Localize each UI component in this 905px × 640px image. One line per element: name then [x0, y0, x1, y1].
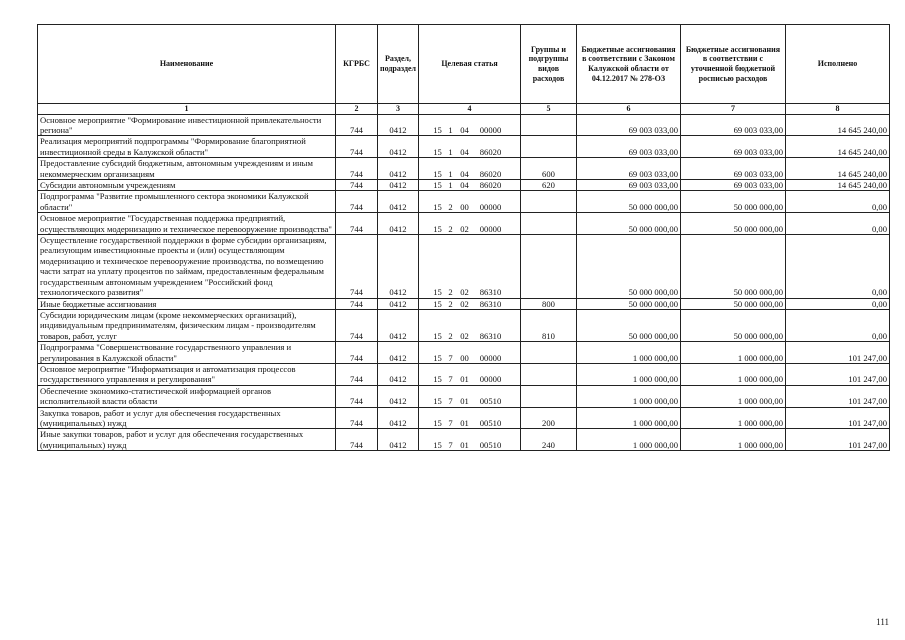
row-target-article — [419, 385, 521, 407]
target-article-part: 7 — [448, 374, 453, 385]
target-article-part: 00000 — [479, 374, 502, 385]
target-article-part: 15 — [433, 417, 442, 428]
target-article-part: 7 — [448, 417, 453, 428]
target-article-part: 00510 — [479, 439, 502, 450]
row-expense-type: 200 — [521, 407, 577, 429]
row-executed-amount: 101 247,00 — [786, 342, 890, 364]
table-row — [38, 342, 890, 364]
target-article-part: 02 — [460, 330, 469, 341]
row-executed-amount: 0,00 — [786, 298, 890, 309]
row-refined-amount: 1 000 000,00 — [681, 429, 786, 451]
target-article-part: 04 — [460, 168, 469, 179]
row-name: Субсидии юридическим лицам (кроме некоммерческих организаций), индивидуальным предпринимателям, физическим лицам - производителям товаров, работ, услуг — [38, 309, 336, 341]
row-name: Иные закупки товаров, работ и услуг для обеспечения государственных (муниципальных) нужд — [38, 429, 336, 451]
row-razdel: 0412 — [378, 191, 419, 213]
row-razdel: 0412 — [378, 385, 419, 407]
target-article-part: 04 — [460, 146, 469, 157]
row-kgrbs: 744 — [336, 114, 378, 136]
header-groups: Группы и подгруппы видов расходов — [521, 25, 577, 104]
row-law-amount: 69 003 033,00 — [577, 180, 681, 191]
header-razdel: Раздел, подраздел — [378, 25, 419, 104]
row-law-amount: 1 000 000,00 — [577, 363, 681, 385]
row-target-article — [419, 213, 521, 235]
column-number: 2 — [336, 104, 378, 115]
target-article-part: 00000 — [479, 223, 502, 234]
target-article-part: 15 — [433, 180, 442, 191]
row-name: Подпрограмма "Совершенствование государственного управления и регулирования в Калужской области" — [38, 342, 336, 364]
row-target-article — [419, 158, 521, 180]
row-target-article — [419, 180, 521, 191]
row-law-amount: 50 000 000,00 — [577, 298, 681, 309]
target-article-part: 15 — [433, 125, 442, 135]
row-expense-type: 600 — [521, 158, 577, 180]
target-article-part: 15 — [433, 330, 442, 341]
column-number: 8 — [786, 104, 890, 115]
target-article-part: 86310 — [479, 298, 502, 309]
row-name: Подпрограмма "Развитие промышленного сектора экономики Калужской области" — [38, 191, 336, 213]
row-executed-amount: 101 247,00 — [786, 385, 890, 407]
row-law-amount: 50 000 000,00 — [577, 309, 681, 341]
row-law-amount: 69 003 033,00 — [577, 136, 681, 158]
row-refined-amount: 50 000 000,00 — [681, 191, 786, 213]
row-expense-type — [521, 342, 577, 364]
row-name: Обеспечение экономико-статистической информацией органов исполнительной власти области — [38, 385, 336, 407]
column-number: 6 — [577, 104, 681, 115]
row-executed-amount: 14 645 240,00 — [786, 180, 890, 191]
table-row — [38, 309, 890, 341]
target-article-part: 15 — [433, 168, 442, 179]
target-article-part: 00000 — [479, 201, 502, 212]
budget-table — [37, 24, 890, 451]
target-article-part: 01 — [460, 396, 469, 407]
target-article-part: 04 — [460, 180, 469, 191]
row-refined-amount: 50 000 000,00 — [681, 213, 786, 235]
target-article-part: 04 — [460, 125, 469, 135]
row-refined-amount: 69 003 033,00 — [681, 180, 786, 191]
target-article-part: 86310 — [479, 330, 502, 341]
row-name: Осуществление государственной поддержки в форме субсидии организациям, реализующим инвестиционные проекты и (или) осуществляющим модернизацию и техническое перевооружение производства, по возмещению части затрат на уплату процентов по займам, предоставленным федеральным государственным автономным учреждением "Российский фонд технологического развития" — [38, 235, 336, 298]
row-target-article — [419, 191, 521, 213]
row-razdel: 0412 — [378, 309, 419, 341]
row-razdel: 0412 — [378, 180, 419, 191]
row-law-amount: 1 000 000,00 — [577, 407, 681, 429]
row-refined-amount: 50 000 000,00 — [681, 309, 786, 341]
target-article-part: 15 — [433, 201, 442, 212]
row-name: Основное мероприятие "Информатизация и автоматизация процессов государственного управления и регулирования" — [38, 363, 336, 385]
row-razdel: 0412 — [378, 158, 419, 180]
table-row — [38, 180, 890, 191]
target-article-part: 00510 — [479, 417, 502, 428]
row-refined-amount: 69 003 033,00 — [681, 114, 786, 136]
column-number: 5 — [521, 104, 577, 115]
row-expense-type: 800 — [521, 298, 577, 309]
row-refined-amount: 50 000 000,00 — [681, 298, 786, 309]
row-name: Предоставление субсидий бюджетным, автономным учреждениям и иным некоммерческим организациям — [38, 158, 336, 180]
target-article-part: 86020 — [479, 180, 502, 191]
row-kgrbs: 744 — [336, 407, 378, 429]
target-article-part: 01 — [460, 417, 469, 428]
page-number: 111 — [876, 617, 889, 627]
target-article-part: 00 — [460, 201, 469, 212]
target-article-part: 15 — [433, 439, 442, 450]
row-name: Основное мероприятие "Государственная поддержка предприятий, осуществляющих модернизацию и техническое перевооружение производства" — [38, 213, 336, 235]
target-article-part: 00000 — [479, 352, 502, 363]
table-body — [38, 114, 890, 451]
row-razdel: 0412 — [378, 429, 419, 451]
row-executed-amount: 101 247,00 — [786, 407, 890, 429]
row-name: Иные бюджетные ассигнования — [38, 298, 336, 309]
row-razdel: 0412 — [378, 342, 419, 364]
header-row — [38, 25, 890, 104]
row-target-article — [419, 298, 521, 309]
row-kgrbs: 744 — [336, 429, 378, 451]
row-razdel: 0412 — [378, 407, 419, 429]
row-refined-amount: 1 000 000,00 — [681, 385, 786, 407]
target-article-part: 7 — [448, 352, 453, 363]
table-row — [38, 235, 890, 298]
target-article-part: 7 — [448, 439, 453, 450]
target-article-part: 2 — [448, 330, 453, 341]
target-article-part: 86020 — [479, 168, 502, 179]
target-article-part: 86310 — [479, 287, 502, 298]
target-article-part: 2 — [448, 298, 453, 309]
table-row — [38, 158, 890, 180]
row-target-article — [419, 114, 521, 136]
header-executed: Исполнено — [786, 25, 890, 104]
row-law-amount: 69 003 033,00 — [577, 158, 681, 180]
row-expense-type — [521, 385, 577, 407]
row-expense-type — [521, 213, 577, 235]
row-expense-type — [521, 191, 577, 213]
row-expense-type: 240 — [521, 429, 577, 451]
target-article-part: 1 — [448, 146, 453, 157]
target-article-part: 00 — [460, 352, 469, 363]
column-number: 3 — [378, 104, 419, 115]
target-article-part: 15 — [433, 287, 442, 298]
target-article-part: 7 — [448, 396, 453, 407]
row-executed-amount: 14 645 240,00 — [786, 136, 890, 158]
target-article-part: 02 — [460, 287, 469, 298]
target-article-part: 1 — [448, 180, 453, 191]
target-article-part: 02 — [460, 298, 469, 309]
row-executed-amount: 101 247,00 — [786, 363, 890, 385]
target-article-part: 15 — [433, 223, 442, 234]
row-kgrbs: 744 — [336, 180, 378, 191]
row-expense-type — [521, 136, 577, 158]
row-name: Реализация мероприятий подпрограммы "Формирование благоприятной инвестиционной среды в Калужской области" — [38, 136, 336, 158]
row-kgrbs: 744 — [336, 136, 378, 158]
row-refined-amount: 69 003 033,00 — [681, 158, 786, 180]
target-article-part: 86020 — [479, 146, 502, 157]
target-article-part: 1 — [448, 125, 453, 135]
row-kgrbs: 744 — [336, 213, 378, 235]
column-number-row — [38, 104, 890, 115]
table-row — [38, 407, 890, 429]
table-row — [38, 298, 890, 309]
target-article-part: 1 — [448, 168, 453, 179]
row-razdel: 0412 — [378, 213, 419, 235]
header-kgrbs: КГРБС — [336, 25, 378, 104]
row-law-amount: 50 000 000,00 — [577, 213, 681, 235]
row-executed-amount: 14 645 240,00 — [786, 114, 890, 136]
column-number: 4 — [419, 104, 521, 115]
row-razdel: 0412 — [378, 114, 419, 136]
row-kgrbs: 744 — [336, 191, 378, 213]
target-article-part: 02 — [460, 223, 469, 234]
table-row — [38, 191, 890, 213]
row-name: Основное мероприятие "Формирование инвестиционной привлекательности региона" — [38, 114, 336, 136]
row-refined-amount: 1 000 000,00 — [681, 342, 786, 364]
column-number: 1 — [38, 104, 336, 115]
target-article-part: 15 — [433, 352, 442, 363]
row-kgrbs: 744 — [336, 309, 378, 341]
row-kgrbs: 744 — [336, 298, 378, 309]
row-law-amount: 1 000 000,00 — [577, 385, 681, 407]
row-kgrbs: 744 — [336, 385, 378, 407]
row-target-article — [419, 342, 521, 364]
row-razdel: 0412 — [378, 298, 419, 309]
header-refined: Бюджетные ассигнования в соответствии с уточненной бюджетной росписью расходов — [681, 25, 786, 104]
table-row — [38, 385, 890, 407]
row-target-article — [419, 407, 521, 429]
row-target-article — [419, 363, 521, 385]
target-article-part: 15 — [433, 298, 442, 309]
row-executed-amount: 0,00 — [786, 213, 890, 235]
column-number: 7 — [681, 104, 786, 115]
row-executed-amount: 0,00 — [786, 191, 890, 213]
row-executed-amount: 101 247,00 — [786, 429, 890, 451]
target-article-part: 2 — [448, 223, 453, 234]
header-law: Бюджетные ассигнования в соответствии с Законом Калужской области от 04.12.2017 № 278-ОЗ — [577, 25, 681, 104]
row-expense-type — [521, 235, 577, 298]
target-article-part: 2 — [448, 201, 453, 212]
row-name: Закупка товаров, работ и услуг для обеспечения государственных (муниципальных) нужд — [38, 407, 336, 429]
row-expense-type: 810 — [521, 309, 577, 341]
row-kgrbs: 744 — [336, 158, 378, 180]
row-law-amount: 1 000 000,00 — [577, 429, 681, 451]
row-refined-amount: 69 003 033,00 — [681, 136, 786, 158]
row-executed-amount: 0,00 — [786, 309, 890, 341]
header-target: Целевая статья — [419, 25, 521, 104]
row-target-article — [419, 429, 521, 451]
row-razdel: 0412 — [378, 363, 419, 385]
row-target-article — [419, 136, 521, 158]
target-article-part: 00000 — [479, 125, 502, 135]
row-executed-amount: 0,00 — [786, 235, 890, 298]
row-refined-amount: 1 000 000,00 — [681, 363, 786, 385]
target-article-part: 01 — [460, 374, 469, 385]
row-target-article — [419, 309, 521, 341]
row-name: Субсидии автономным учреждениям — [38, 180, 336, 191]
target-article-part: 15 — [433, 396, 442, 407]
target-article-part: 00510 — [479, 396, 502, 407]
row-kgrbs: 744 — [336, 363, 378, 385]
row-expense-type: 620 — [521, 180, 577, 191]
row-law-amount: 1 000 000,00 — [577, 342, 681, 364]
table-row — [38, 136, 890, 158]
row-razdel: 0412 — [378, 136, 419, 158]
table-row — [38, 429, 890, 451]
target-article-part: 15 — [433, 374, 442, 385]
row-law-amount: 69 003 033,00 — [577, 114, 681, 136]
table-row — [38, 363, 890, 385]
row-executed-amount: 14 645 240,00 — [786, 158, 890, 180]
row-kgrbs: 744 — [336, 235, 378, 298]
row-razdel: 0412 — [378, 235, 419, 298]
table-row — [38, 213, 890, 235]
row-law-amount: 50 000 000,00 — [577, 191, 681, 213]
row-law-amount: 50 000 000,00 — [577, 235, 681, 298]
target-article-part: 2 — [448, 287, 453, 298]
row-expense-type — [521, 114, 577, 136]
table-row — [38, 114, 890, 136]
row-kgrbs: 744 — [336, 342, 378, 364]
header-name: Наименование — [38, 25, 336, 104]
row-target-article — [419, 235, 521, 298]
row-expense-type — [521, 363, 577, 385]
row-refined-amount: 50 000 000,00 — [681, 235, 786, 298]
row-refined-amount: 1 000 000,00 — [681, 407, 786, 429]
target-article-part: 01 — [460, 439, 469, 450]
target-article-part: 15 — [433, 146, 442, 157]
